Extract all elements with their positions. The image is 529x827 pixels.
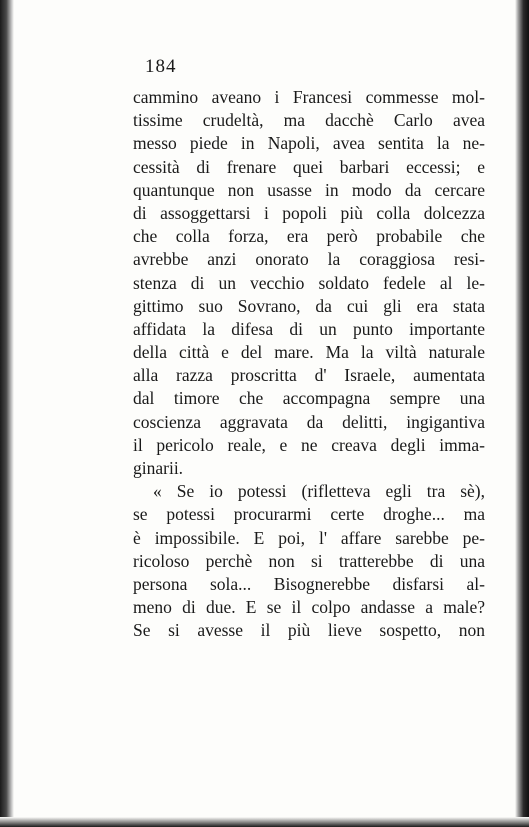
text-line: gittimo suo Sovrano, da cui gli era stata bbox=[133, 295, 485, 316]
text-line: che colla forza, era però probabile che bbox=[133, 226, 485, 247]
text-line: cessità di frenare quei barbari eccessi; e bbox=[133, 156, 485, 177]
scan-edge-bottom bbox=[0, 817, 529, 827]
body-text bbox=[133, 86, 485, 643]
text-line: avrebbe anzi onorato la coraggiosa resi- bbox=[133, 249, 485, 270]
text-line: persona sola... Bisognerebbe disfarsi al- bbox=[133, 573, 485, 594]
text-line: di assoggettarsi i popoli più colla dolcezza bbox=[133, 202, 485, 223]
text-line: se potessi procurarmi certe droghe... ma bbox=[133, 504, 485, 525]
text-line: « Se io potessi (rifletteva egli tra sè), bbox=[153, 481, 485, 502]
text-line: quantunque non usasse in modo da cercare bbox=[133, 179, 485, 200]
text-line: della città e del mare. Ma la viltà naturale bbox=[133, 342, 485, 363]
text-line: messo piede in Napoli, avea sentita la ne- bbox=[133, 133, 485, 154]
text-line: cammino aveano i Francesi commesse mol- bbox=[133, 87, 485, 107]
text-line: stenza di un vecchio soldato fedele al le- bbox=[133, 272, 485, 293]
text-line: il pericolo reale, e ne creava degli imma- bbox=[133, 434, 485, 455]
page-number: 184 bbox=[145, 56, 177, 77]
scan-edge-left bbox=[0, 0, 14, 827]
scan-edge-right bbox=[515, 0, 529, 827]
text-line: dal timore che accompagna sempre una bbox=[133, 388, 485, 409]
text-line: alla razza proscritta d' Israele, aumentata bbox=[133, 365, 485, 386]
text-line: ginarii. bbox=[133, 458, 184, 478]
text-line: Se si avesse il più lieve sospetto, non bbox=[133, 620, 485, 641]
text-line: meno di due. E se il colpo andasse a male? bbox=[133, 597, 485, 618]
text-line: affidata la difesa di un punto importante bbox=[133, 318, 485, 339]
text-line: ricoloso perchè non si tratterebbe di una bbox=[133, 550, 485, 571]
text-line: tissime crudeltà, ma dacchè Carlo avea bbox=[133, 110, 485, 131]
text-line: coscienza aggravata da delitti, ingigantiva bbox=[133, 411, 485, 432]
text-line: è impossibile. E poi, l' affare sarebbe pe- bbox=[133, 527, 485, 548]
